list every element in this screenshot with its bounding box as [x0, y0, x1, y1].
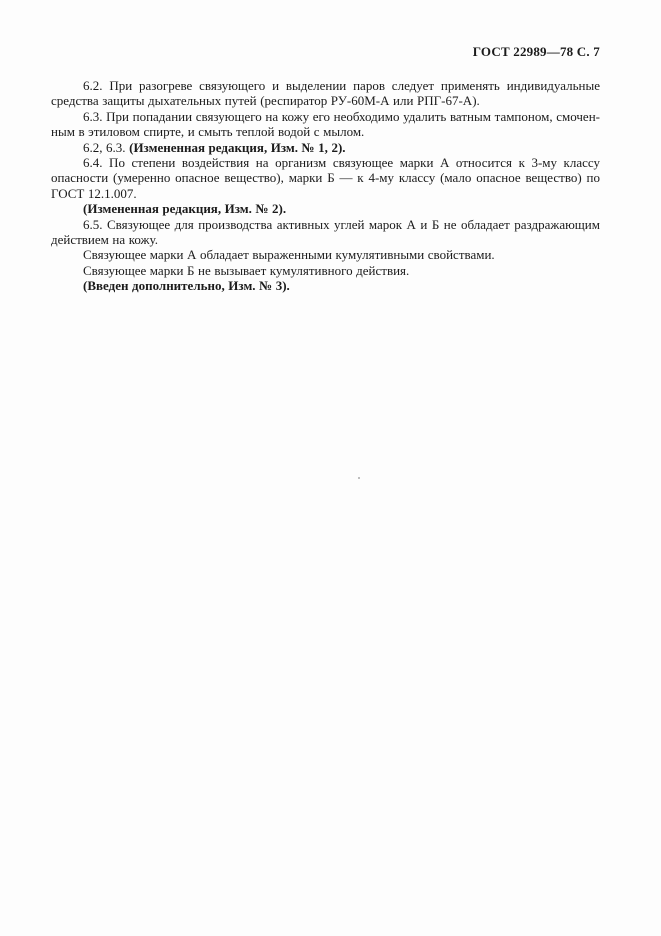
paragraph-cumulative-b: Связующее марки Б не вызывает кумулятивного действия.: [83, 262, 410, 278]
amendment-1-2-prefix: 6.2, 6.3.: [83, 139, 130, 155]
amendment-1-2-note: (Измененная редакция, Изм. № 1, 2).: [129, 139, 346, 155]
paragraph-added-note: (Введен дополнительно, Изм. № 3).: [83, 278, 290, 294]
paragraph-6-5: 6.5. Связующее для производства активных углей марок А и Б не обладает раздражающим действием на кожу.: [51, 216, 600, 248]
paragraph-6-4: 6.4. По степени воздействия на организм связующее марки А относится к 3-му классу опасности (умеренно опасное вещество), марки Б — к 4-му классу (мало опасное вещество) по ГОСТ 12.1.007.: [51, 155, 600, 201]
paragraph-amendment-1-2: [51, 140, 600, 155]
paragraph-6-3: 6.3. При попадании связующего на кожу его необходимо удалить ватным тампоном, смоченным в этиловом спирте, и смыть теплой водой с мылом.: [51, 108, 600, 140]
paragraph-amendment-2: (Измененная редакция, Изм. № 2).: [83, 201, 287, 217]
page-header-gost-number: ГОСТ 22989—78 С. 7: [472, 44, 600, 59]
paragraph-cumulative-a: Связующее марки А обладает выраженными кумулятивными свойствами.: [83, 247, 495, 263]
scan-artifact-dot: [358, 477, 360, 479]
paragraph-6-2: 6.2. При разогреве связующего и выделении паров следует применять индивидуальные средства защиты дыхательных путей (респиратор РУ-60М-А или РПГ-67-А).: [51, 78, 600, 109]
document-body: [51, 78, 600, 294]
